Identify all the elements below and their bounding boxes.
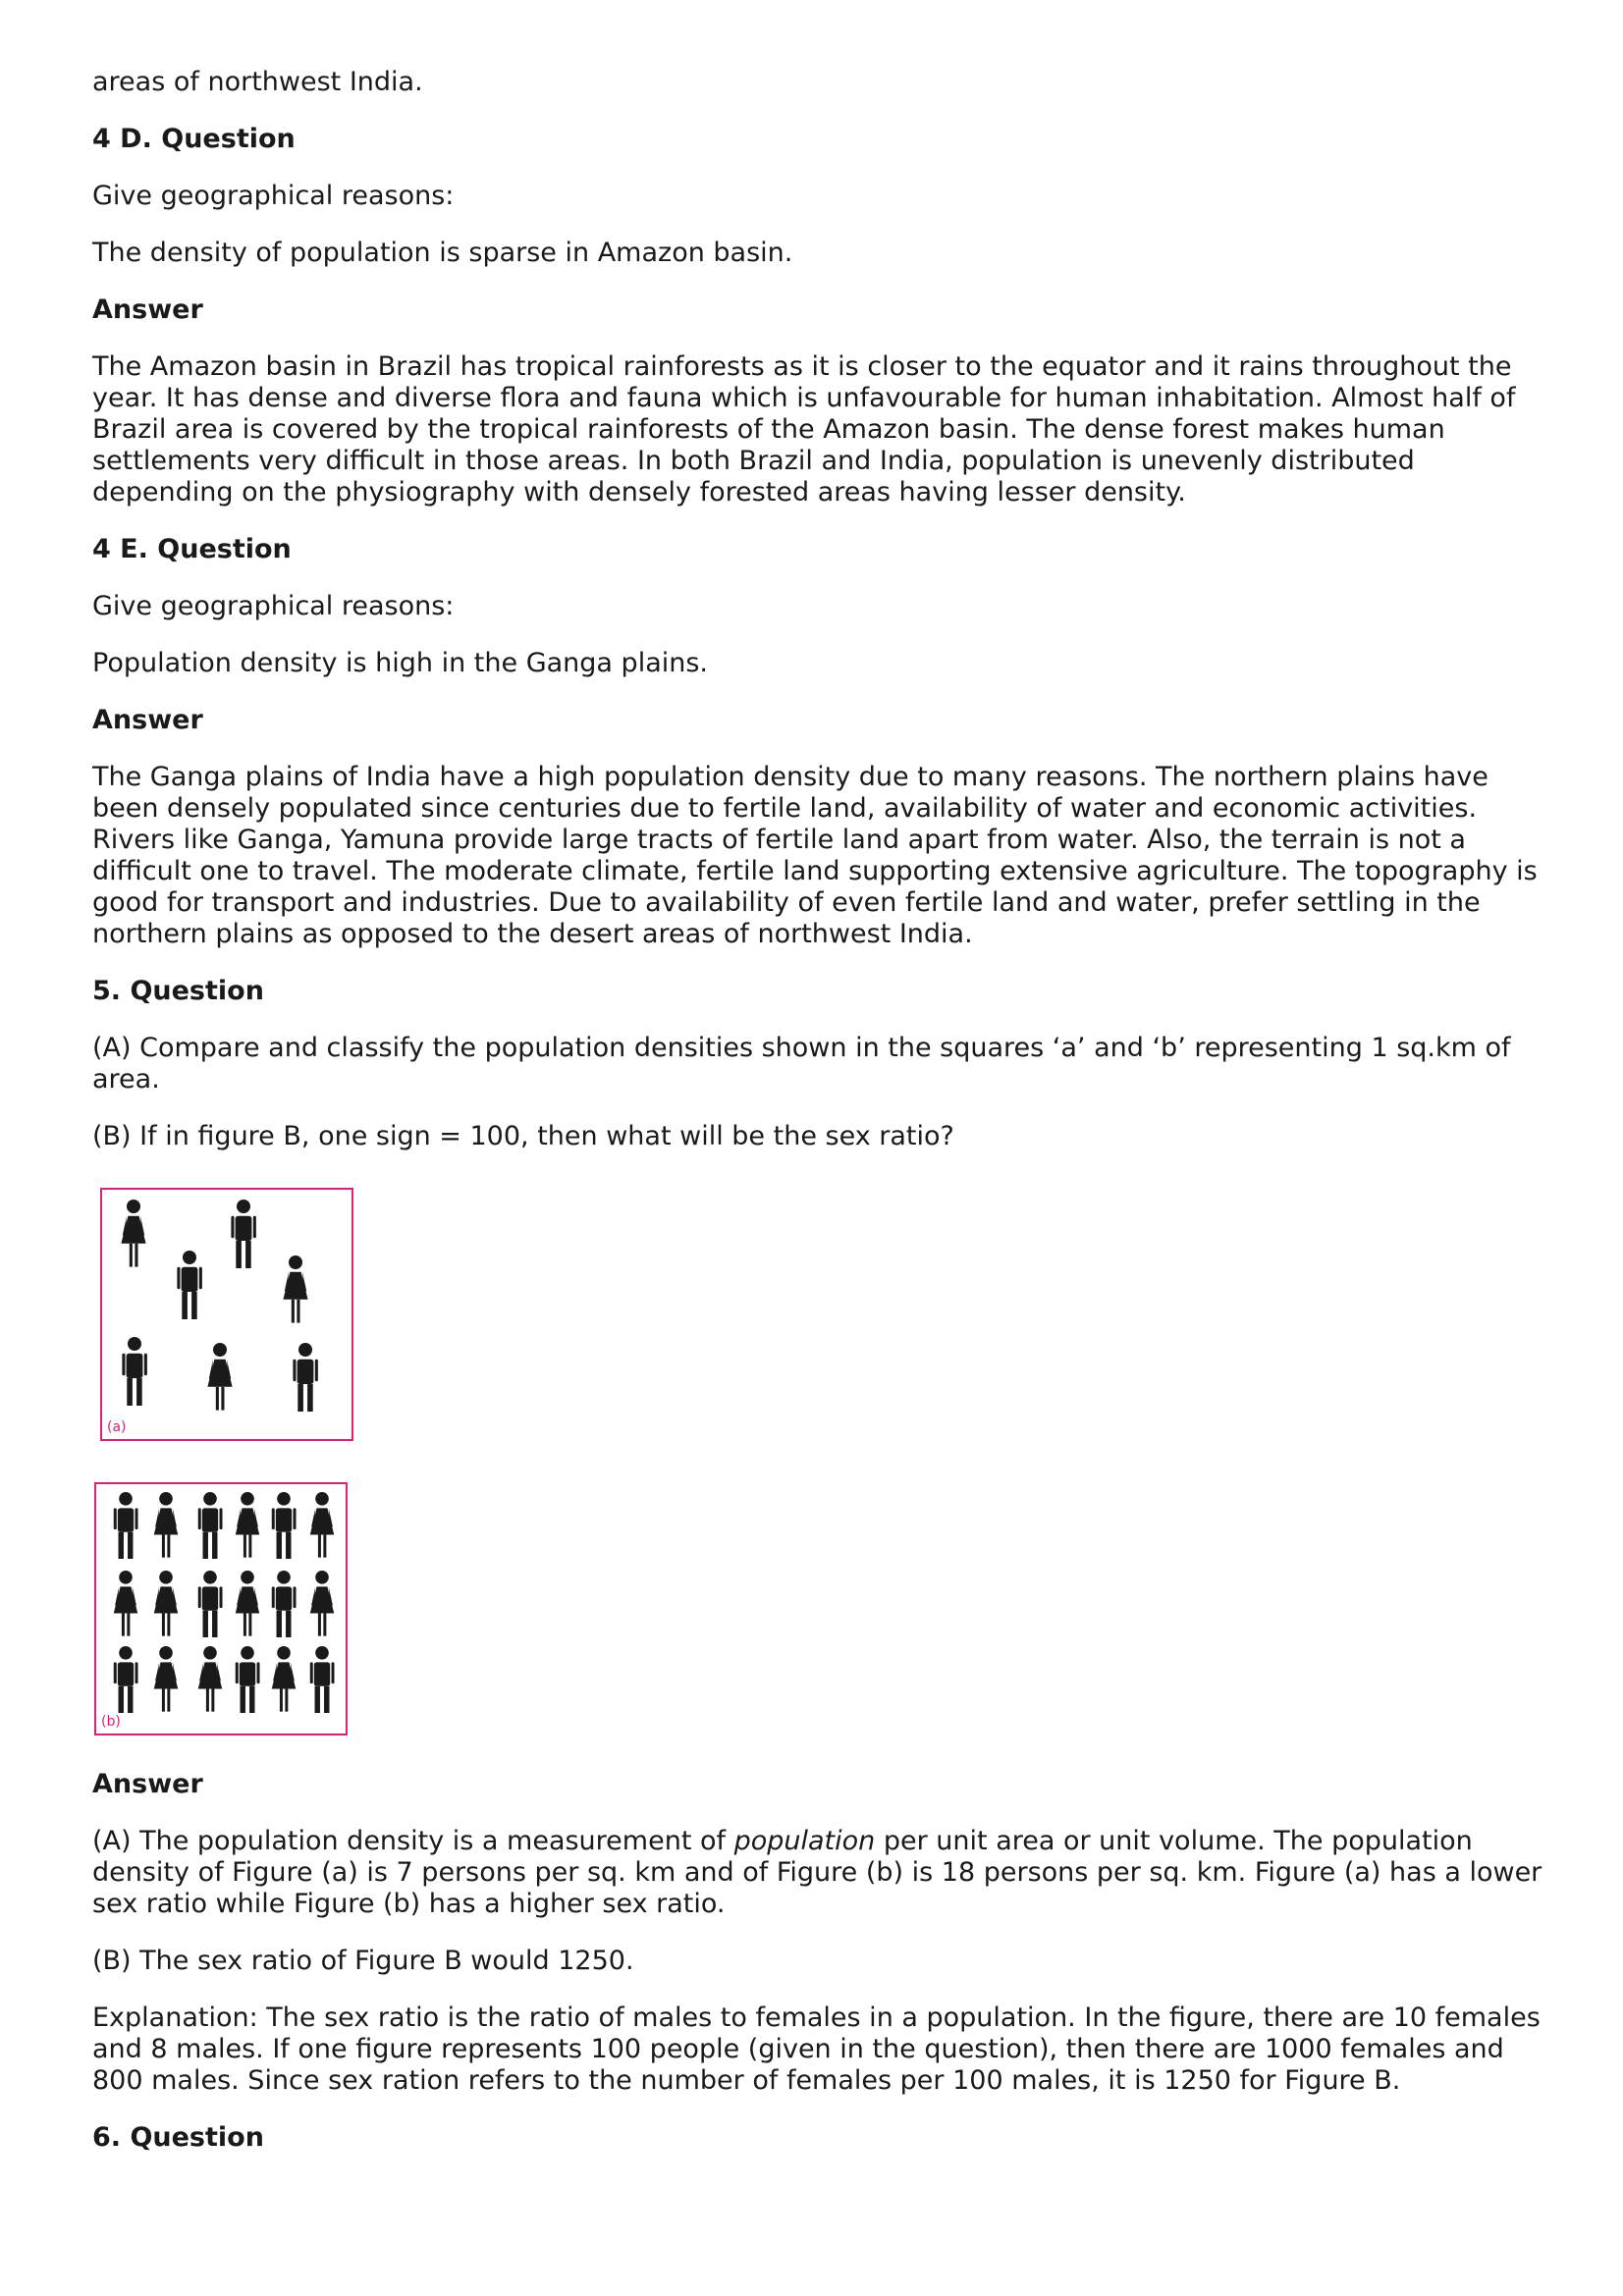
male-person-icon [198,1492,223,1559]
question-5-part-a [92,1033,1545,1095]
answer-line: The Ganga plains of India have a high population density due to many reasons. The northern plains have [92,762,1488,792]
answer-line: sex ratio while Figure (b) has a higher sex ratio. [92,1889,726,1919]
question-5-heading: 5. Question [92,976,264,1006]
question-4e-heading: 4 E. Question [92,534,292,564]
question-line: area. [92,1064,160,1095]
document-page [92,67,1545,2154]
question-line: (A) Compare and classify the population densities shown in the squares ‘a’ and ‘b’ representing 1 sq.km of [92,1033,1511,1063]
question-4d-heading: 4 D. Question [92,124,296,154]
figure-b-population-square [94,1482,348,1735]
question-4d-statement: The density of population is sparse in Amazon basin. [92,238,793,268]
male-person-icon [122,1337,146,1406]
answer-line: difficult one to travel. The moderate climate, fertile land supporting extensive agriculture. The topography is [92,856,1538,886]
figure-a-population-square [100,1188,353,1441]
question-6-heading: 6. Question [92,2122,264,2153]
answer-4e-text [92,762,1545,950]
answer-line: The Amazon basin in Brazil has tropical rainforests as it is closer to the equator and it rains throughout the [92,351,1512,382]
answer-line: Brazil area is covered by the tropical rainforests of the Amazon basin. The dense forest makes human [92,414,1445,445]
question-4e-prompt: Give geographical reasons: [92,591,455,621]
question-4d-prompt: Give geographical reasons: [92,181,455,211]
answer-line [92,1826,1545,1857]
female-person-icon [310,1492,334,1558]
answer-text: per unit area or unit volume. The population [875,1826,1473,1856]
answer-emphasis: population [733,1826,876,1856]
answer-line: settlements very difficult in those areas. In both Brazil and India, population is unevenly distributed [92,446,1415,476]
answer-4d-text [92,351,1545,508]
answer-5b-text: (B) The sex ratio of Figure B would 1250. [92,1946,634,1976]
answer-5-heading: Answer [92,1769,203,1799]
explanation-line: 800 males. Since sex ration refers to the number of females per 100 males, it is 1250 for Figure B. [92,2065,1401,2096]
figure-a-people [102,1190,352,1439]
male-person-icon [231,1200,255,1268]
male-person-icon [236,1646,260,1713]
male-person-icon [114,1646,138,1713]
answer-5a-text [92,1826,1545,1920]
male-person-icon [198,1571,223,1637]
figure-b-label: (b) [101,1714,121,1730]
question-4e-statement: Population density is high in the Ganga plains. [92,648,708,678]
male-person-icon [310,1646,335,1713]
female-person-icon [198,1646,222,1712]
female-person-icon [121,1200,145,1267]
question-5-part-b: (B) If in figure B, one sign = 100, then what will be the sex ratio? [92,1121,954,1151]
figure-a-label: (a) [107,1419,127,1435]
answer-line: year. It has dense and diverse flora and fauna which is unfavourable for human inhabitation. Almost half of [92,383,1516,413]
female-person-icon [236,1492,259,1558]
female-person-icon [154,1646,178,1712]
female-person-icon [272,1646,296,1712]
answer-line: been densely populated since centuries due to fertile land, availability of water and economic activities. [92,793,1478,824]
male-person-icon [272,1571,297,1637]
male-person-icon [177,1251,201,1319]
answer-line: depending on the physiography with densely forested areas having lesser density. [92,477,1186,507]
answer-line: density of Figure (a) is 7 persons per sq. km and of Figure (b) is 18 persons per sq. km. Figure (a) has a lower [92,1857,1542,1888]
female-person-icon [154,1571,178,1636]
female-person-icon [310,1571,334,1636]
male-person-icon [293,1343,317,1412]
male-person-icon [114,1492,138,1559]
figure-b-people [96,1484,346,1734]
female-person-icon [207,1343,232,1411]
female-person-icon [114,1571,137,1636]
answer-5-explanation [92,2002,1545,2097]
answer-4d-heading: Answer [92,294,203,325]
answer-line: Rivers like Ganga, Yamuna provide large tracts of fertile land apart from water. Also, the terrain is not a [92,825,1466,855]
explanation-line: and 8 males. If one figure represents 100 people (given in the question), then there are 1000 females and [92,2034,1504,2064]
female-person-icon [283,1255,307,1323]
explanation-line: Explanation: The sex ratio is the ratio of males to females in a population. In the figure, there are 10 females [92,2002,1541,2033]
answer-4e-heading: Answer [92,705,203,735]
female-person-icon [236,1571,259,1636]
female-person-icon [154,1492,178,1558]
male-person-icon [272,1492,297,1559]
answer-line: good for transport and industries. Due to availability of even fertile land and water, prefer settling in the [92,887,1481,918]
answer-line: northern plains as opposed to the desert areas of northwest India. [92,919,973,949]
lead-line: areas of northwest India. [92,67,423,97]
answer-text: (A) The population density is a measurement of [92,1826,734,1856]
